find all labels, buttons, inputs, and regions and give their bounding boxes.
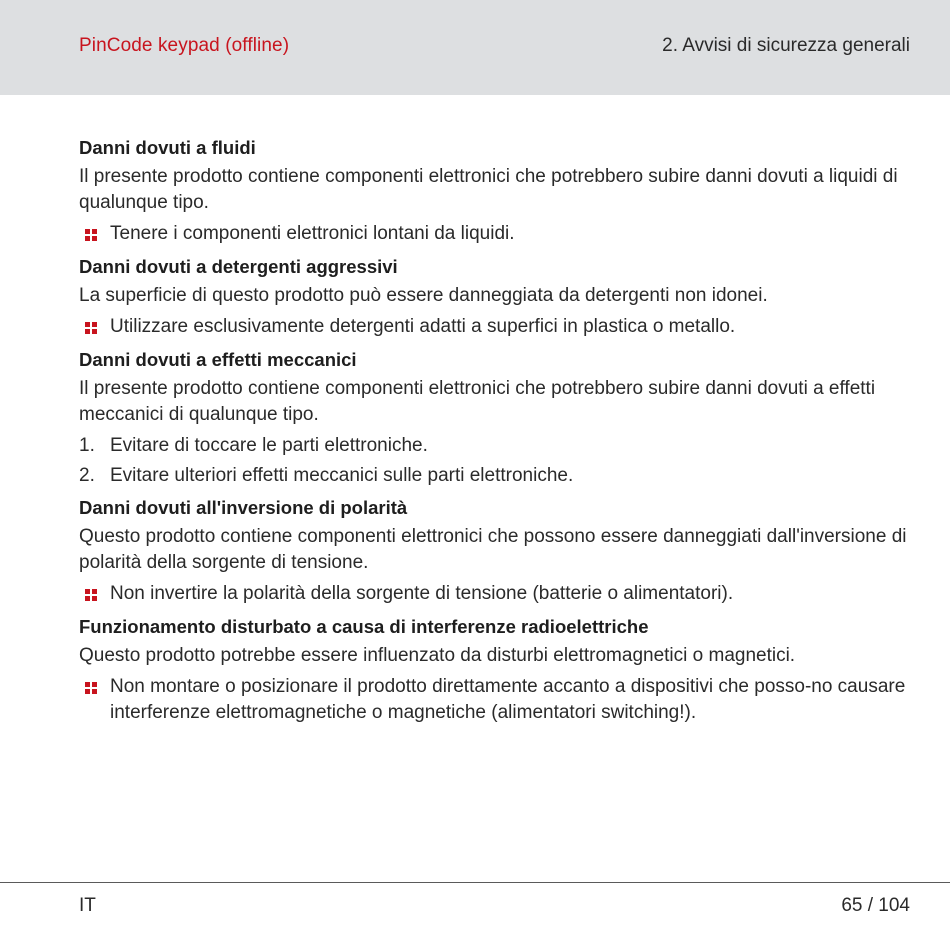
red-square-bullet-icon — [85, 229, 97, 241]
item-text: Evitare ulteriori effetti meccanici sulle parti elettroniche. — [110, 465, 574, 486]
page-header — [0, 0, 950, 95]
section-detergents — [79, 252, 909, 340]
section-mechanical — [79, 345, 909, 489]
bullet-item — [79, 221, 909, 247]
section-heading: Danni dovuti all'inversione di polarità — [79, 497, 408, 518]
bullet-item — [79, 314, 909, 340]
section-body: Questo prodotto potrebbe essere influenzato da disturbi elettromagnetici o magnetici. — [79, 645, 796, 666]
section-title: 2. Avvisi di sicurezza generali — [662, 35, 910, 56]
red-square-bullet-icon — [85, 322, 97, 334]
numbered-item — [79, 433, 909, 459]
numbered-item — [79, 463, 909, 489]
bullet-text: Non invertire la polarità della sorgente di tensione (batterie o alimentatori). — [110, 583, 734, 604]
section-heading: Danni dovuti a detergenti aggressivi — [79, 256, 398, 277]
page-content — [79, 133, 909, 731]
section-polarity — [79, 493, 909, 607]
red-square-bullet-icon — [85, 682, 97, 694]
footer-language: IT — [79, 895, 96, 916]
section-body: Il presente prodotto contiene componenti elettronici che potrebbero subire danni dovuti a effetti meccanici di qualunque tipo. — [79, 378, 876, 425]
bullet-item — [79, 581, 909, 607]
section-heading: Danni dovuti a fluidi — [79, 137, 256, 158]
section-heading: Danni dovuti a effetti meccanici — [79, 349, 357, 370]
item-text: Evitare di toccare le parti elettroniche. — [110, 435, 428, 456]
document-title: PinCode keypad (offline) — [79, 35, 290, 56]
page-number: 65 / 104 — [841, 895, 910, 916]
section-body: Il presente prodotto contiene componenti elettronici che potrebbero subire danni dovuti a liquidi di qualunque tipo. — [79, 166, 898, 213]
item-number: 2. — [79, 465, 95, 486]
bullet-text: Tenere i componenti elettronici lontani da liquidi. — [110, 223, 515, 244]
item-number: 1. — [79, 435, 95, 456]
footer-divider — [0, 882, 950, 883]
bullet-text: Utilizzare esclusivamente detergenti adatti a superfici in plastica o metallo. — [110, 316, 736, 337]
bullet-text: Non montare o posizionare il prodotto direttamente accanto a dispositivi che posso-no causare interferenze elettromagnetiche o magnetiche (alimentatori switching!). — [110, 676, 906, 723]
section-fluids — [79, 133, 909, 247]
section-interference — [79, 612, 909, 726]
section-body: Questo prodotto contiene componenti elettronici che possono essere danneggiati dall'inversione di polarità della sorgente di tensione. — [79, 526, 907, 573]
red-square-bullet-icon — [85, 589, 97, 601]
section-body: La superficie di questo prodotto può essere danneggiata da detergenti non idonei. — [79, 285, 768, 306]
section-heading: Funzionamento disturbato a causa di interferenze radioelettriche — [79, 616, 649, 637]
bullet-item — [79, 674, 909, 726]
